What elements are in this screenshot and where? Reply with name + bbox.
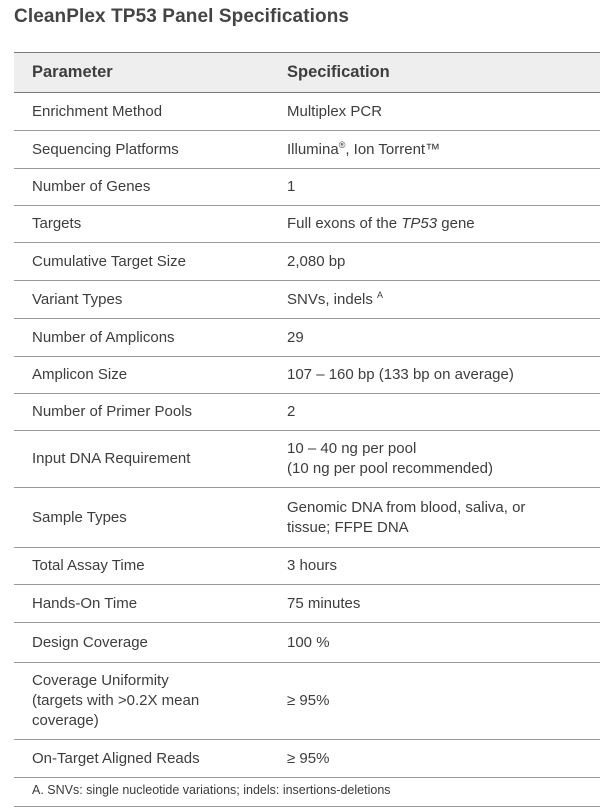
row-specification xyxy=(287,206,600,243)
row-specification xyxy=(287,431,600,488)
footnote-marker: A xyxy=(377,289,384,300)
spec-text: gene xyxy=(437,215,475,232)
spec-line: (10 ng per pool recommended) xyxy=(287,460,493,477)
header-specification: Specification xyxy=(287,53,600,93)
spec-text: Full exons of the xyxy=(287,215,402,232)
spec-line: tissue; FFPE DNA xyxy=(287,518,409,536)
row-specification: 2 xyxy=(287,403,296,420)
row-parameter: Variant Types xyxy=(32,290,123,308)
table-row xyxy=(14,548,600,585)
table-row xyxy=(14,169,600,206)
table-row xyxy=(14,394,600,431)
row-parameter: Number of Amplicons xyxy=(32,328,175,346)
table-row xyxy=(14,740,600,778)
spec-line: 10 – 40 ng per pool xyxy=(287,440,417,457)
table-row xyxy=(14,281,600,319)
row-parameter: Cumulative Target Size xyxy=(32,252,186,270)
table-row xyxy=(14,585,600,623)
table-row xyxy=(14,488,600,548)
spec-text: SNVs, indels xyxy=(287,290,378,308)
row-specification: 3 hours xyxy=(287,557,338,574)
table-row xyxy=(14,131,600,169)
table-row xyxy=(14,623,600,663)
row-parameter: Sequencing Platforms xyxy=(32,140,179,158)
row-parameter: Number of Genes xyxy=(32,178,151,195)
row-specification: 107 – 160 bp (133 bp on average) xyxy=(287,366,514,383)
table-header-row xyxy=(14,53,600,93)
table-row xyxy=(14,357,600,394)
spec-text: , Ion Torrent™ xyxy=(345,140,441,158)
table-row xyxy=(14,663,600,740)
row-specification xyxy=(287,281,600,319)
specifications-table xyxy=(14,52,600,778)
row-specification: Multiplex PCR xyxy=(287,102,383,120)
table-row xyxy=(14,319,600,357)
row-parameter: Amplicon Size xyxy=(32,366,128,383)
row-specification: ≥ 95% xyxy=(287,749,330,767)
spec-line: Genomic DNA from blood, saliva, or xyxy=(287,498,526,516)
row-specification: 75 minutes xyxy=(287,594,361,612)
header-parameter: Parameter xyxy=(14,53,287,93)
param-line: coverage) xyxy=(32,712,99,729)
param-line: (targets with >0.2X mean xyxy=(32,692,200,709)
row-specification: 2,080 bp xyxy=(287,252,346,270)
row-parameter: Total Assay Time xyxy=(32,557,145,574)
row-parameter xyxy=(14,663,287,740)
row-specification xyxy=(287,488,600,548)
page-title: CleanPlex TP53 Panel Specifications xyxy=(14,6,350,27)
table-row xyxy=(14,243,600,281)
row-parameter: On-Target Aligned Reads xyxy=(32,749,200,767)
table-row xyxy=(14,431,600,488)
row-parameter: Hands-On Time xyxy=(32,594,138,612)
row-parameter: Sample Types xyxy=(32,508,127,526)
table-row xyxy=(14,93,600,131)
spec-text: Illumina xyxy=(287,140,339,158)
row-parameter: Enrichment Method xyxy=(32,102,163,120)
gene-name: TP53 xyxy=(401,215,438,232)
footnote: A. SNVs: single nucleotide variations; indels: insertions-deletions xyxy=(32,783,391,797)
registered-mark: ® xyxy=(338,139,346,150)
param-line: Coverage Uniformity xyxy=(32,672,169,689)
footnote-divider xyxy=(14,806,600,807)
row-specification: 29 xyxy=(287,328,304,346)
row-specification: ≥ 95% xyxy=(287,692,330,709)
row-parameter: Input DNA Requirement xyxy=(32,450,191,467)
row-specification xyxy=(287,131,600,169)
row-parameter: Design Coverage xyxy=(32,633,148,651)
row-specification: 1 xyxy=(287,178,296,195)
row-parameter: Targets xyxy=(32,215,82,232)
table-row xyxy=(14,206,600,243)
row-parameter: Number of Primer Pools xyxy=(32,403,193,420)
row-specification: 100 % xyxy=(287,633,330,651)
